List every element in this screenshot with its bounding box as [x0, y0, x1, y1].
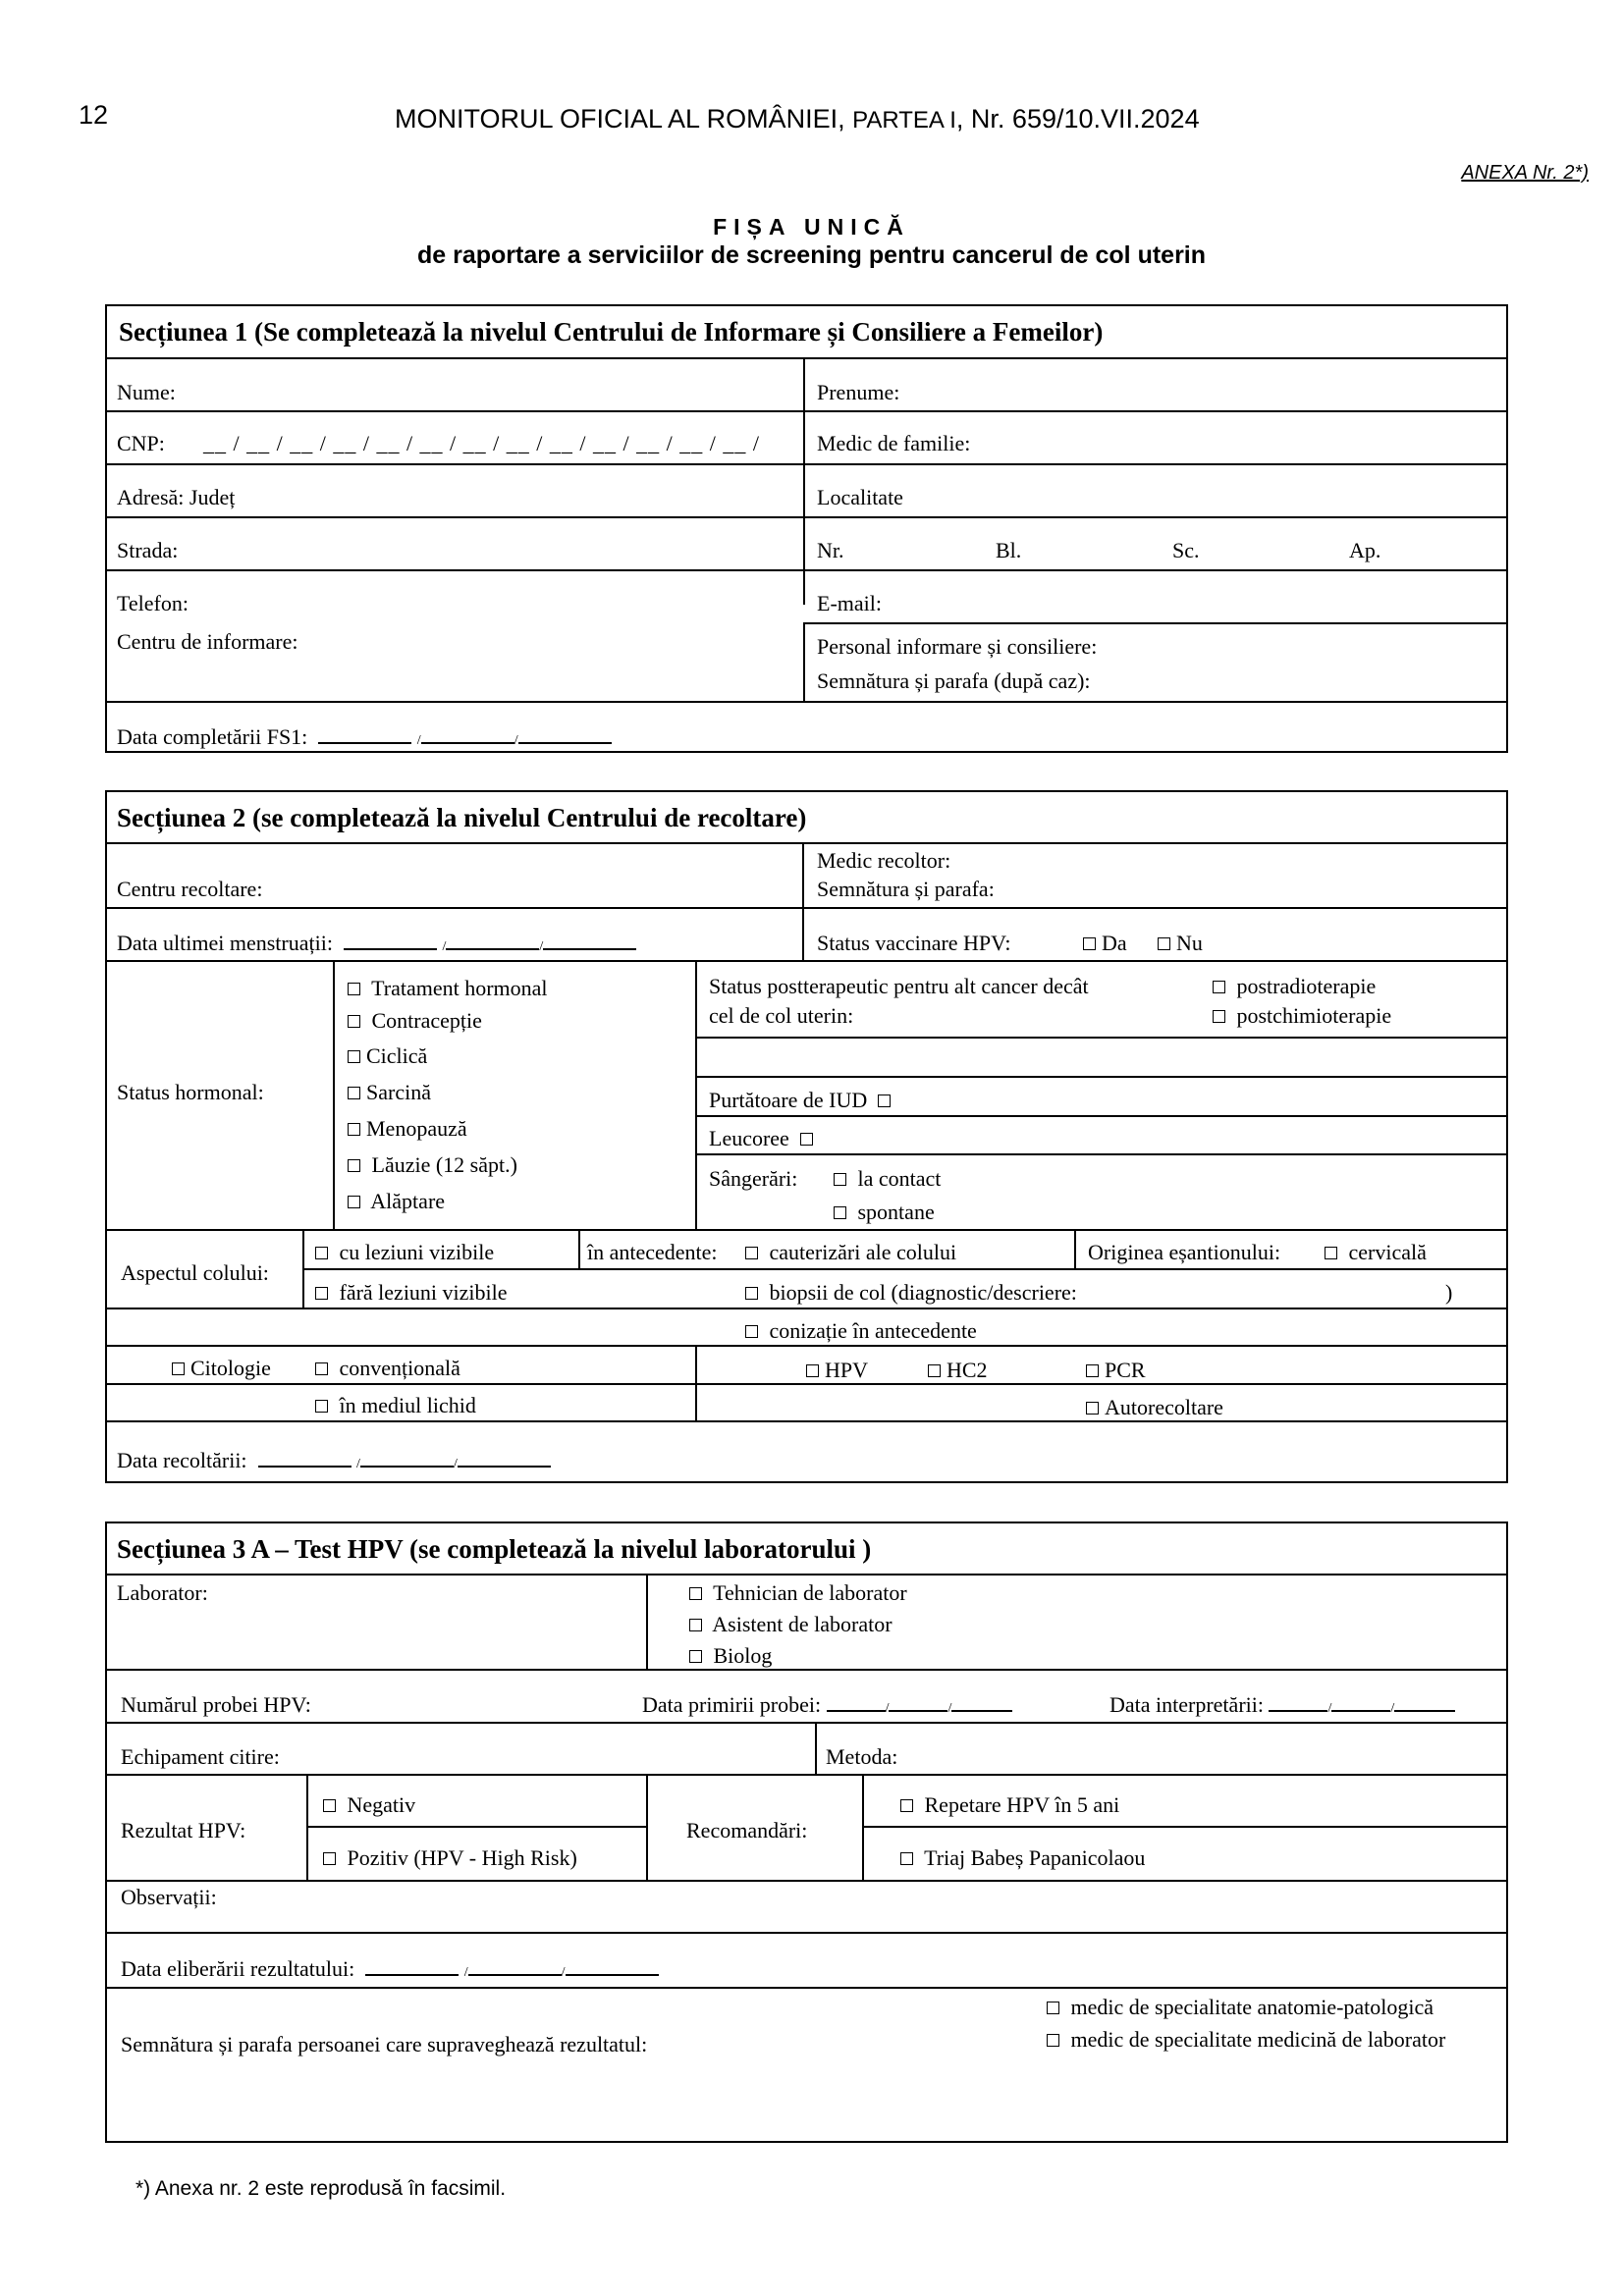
nr-field[interactable]: Nr. [817, 538, 844, 562]
tehnician-label: Tehnician de laborator [713, 1580, 907, 1605]
checkbox-icon [806, 1364, 819, 1377]
personal-informare-field[interactable]: Personal informare și consiliere: [817, 634, 1098, 659]
in-antecedente-label: în antecedente: [587, 1240, 718, 1264]
checkbox-icon [315, 1287, 328, 1300]
checkbox-icon [348, 1159, 360, 1172]
pcr-label: PCR [1105, 1358, 1146, 1382]
journal-part: PARTEA I [852, 107, 956, 133]
semnatura-parafa-field[interactable]: Semnătura și parafa: [817, 877, 995, 901]
metoda-field[interactable]: Metoda: [826, 1744, 898, 1769]
footnote: *) Anexa nr. 2 este reprodusă în facsimil. [135, 2177, 507, 2200]
data-eliberarii-field[interactable]: Data eliberării rezultatului: / / [121, 1956, 659, 1982]
checkbox-icon [834, 1173, 846, 1186]
postterapeutic-label-2: cel de col uterin: [709, 1003, 854, 1028]
asistent-checkbox[interactable] [689, 1612, 893, 1637]
recomandari-label: Recomandări: [686, 1818, 808, 1842]
la-contact-label: la contact [857, 1166, 942, 1191]
checkbox-icon [689, 1650, 702, 1663]
status-vaccinare-label: Status vaccinare HPV: [817, 931, 1011, 955]
postradioterapie-checkbox[interactable] [1213, 974, 1376, 999]
medic-laborator-label: medic de specialitate medicină de laborator [1070, 2027, 1446, 2052]
cnp-field[interactable]: __ / __ / __ / __ / __ / __ / __ / __ / __ / __ / __ / __ / __ / [203, 431, 760, 455]
negativ-label: Negativ [347, 1792, 416, 1817]
mediu-lichid-checkbox[interactable] [315, 1393, 476, 1418]
cu-leziuni-label: cu leziuni vizibile [339, 1240, 495, 1264]
checkbox-icon [315, 1362, 328, 1375]
sangerari-label: Sângerări: [709, 1166, 798, 1191]
data-completarii-label: Data completării FS1: [117, 724, 308, 749]
checkbox-icon [1083, 937, 1096, 950]
spontane-checkbox[interactable] [834, 1200, 935, 1225]
data-menstruatii-field[interactable]: Data ultimei menstruații: / / [117, 931, 636, 956]
menopauza-label: Menopauză [366, 1116, 467, 1141]
checkbox-icon [1086, 1402, 1099, 1415]
pozitiv-label: Pozitiv (HPV - High Risk) [347, 1845, 577, 1870]
medic-anatomie-checkbox[interactable] [1047, 1995, 1434, 2020]
triaj-checkbox[interactable] [900, 1845, 1145, 1871]
tratament-hormonal-label: Tratament hormonal [371, 976, 548, 1000]
checkbox-icon [689, 1619, 702, 1631]
checkbox-icon [900, 1852, 913, 1865]
conventionala-label: convențională [339, 1356, 460, 1380]
page-number: 12 [79, 100, 109, 130]
medic-laborator-checkbox[interactable] [1047, 2027, 1445, 2053]
tehnician-checkbox[interactable] [689, 1580, 907, 1606]
vaccinare-da-checkbox[interactable] [1083, 931, 1127, 956]
tratament-hormonal-checkbox[interactable] [348, 976, 548, 1001]
localitate-field[interactable]: Localitate [817, 485, 903, 509]
checkbox-icon [1213, 981, 1225, 993]
contraceptie-checkbox[interactable] [348, 1008, 482, 1034]
vaccinare-nu-checkbox[interactable] [1158, 931, 1203, 956]
spontane-label: spontane [857, 1200, 935, 1224]
fara-leziuni-checkbox[interactable] [315, 1280, 508, 1306]
section-2 [105, 790, 1508, 1483]
postchimioterapie-label: postchimioterapie [1236, 1003, 1392, 1028]
cervicala-checkbox[interactable] [1325, 1240, 1427, 1265]
ciclica-label: Ciclică [366, 1043, 428, 1068]
checkbox-icon [878, 1095, 891, 1107]
leucoree-checkbox[interactable] [709, 1126, 819, 1151]
section-3 [105, 1522, 1508, 2143]
nume-field[interactable]: Nume: [117, 380, 176, 404]
postradioterapie-label: postradioterapie [1236, 974, 1377, 998]
laborator-field[interactable]: Laborator: [117, 1580, 208, 1605]
biolog-checkbox[interactable] [689, 1643, 772, 1669]
cu-leziuni-checkbox[interactable] [315, 1240, 494, 1265]
citologie-checkbox[interactable] [172, 1356, 271, 1381]
email-field[interactable]: E-mail: [817, 591, 882, 615]
checkbox-icon [800, 1133, 813, 1146]
postterapeutic-label-1: Status postterapeutic pentru alt cancer decât [709, 974, 1089, 998]
checkbox-icon [348, 1087, 360, 1099]
repetare-hpv-checkbox[interactable] [900, 1792, 1119, 1818]
checkbox-icon [348, 1123, 360, 1136]
checkbox-icon [689, 1587, 702, 1600]
biopsii-checkbox[interactable] [745, 1280, 1077, 1306]
numarul-probei-field[interactable]: Numărul probei HPV: [121, 1692, 311, 1717]
conizatie-checkbox[interactable] [745, 1318, 977, 1344]
lauzie-checkbox[interactable] [348, 1152, 517, 1178]
journal-header [395, 104, 1200, 134]
echipament-citire-field[interactable]: Echipament citire: [121, 1744, 280, 1769]
hc2-label: HC2 [947, 1358, 988, 1382]
checkbox-icon [745, 1325, 758, 1338]
data-recoltarii-field[interactable]: Data recoltării: / / [117, 1448, 551, 1473]
medic-familie-field[interactable]: Medic de familie: [817, 431, 971, 455]
sc-field[interactable]: Sc. [1172, 538, 1200, 562]
negativ-checkbox[interactable] [323, 1792, 415, 1818]
section-2-title: Secțiunea 2 (se completează la nivelul Centrului de recoltare) [117, 803, 807, 832]
data-interpretarii-label: Data interpretării: [1109, 1692, 1264, 1717]
cauterizari-label: cauterizări ale colului [769, 1240, 957, 1264]
cauterizari-checkbox[interactable] [745, 1240, 956, 1265]
data-completarii-field[interactable]: Data completării FS1: / / [117, 724, 612, 750]
semnatura-parafa-caz-field[interactable]: Semnătura și parafa (după caz): [817, 668, 1091, 693]
checkbox-icon [1047, 2034, 1059, 2047]
journal-name: MONITORUL OFICIAL AL ROMÂNIEI, [395, 104, 845, 133]
ciclica-checkbox[interactable] [348, 1043, 427, 1069]
autorecoltare-label: Autorecoltare [1105, 1395, 1223, 1419]
biopsii-close-paren: ) [1445, 1280, 1453, 1305]
observatii-field[interactable]: Observații: [121, 1885, 217, 1909]
checkbox-icon [315, 1400, 328, 1413]
conventionala-checkbox[interactable] [315, 1356, 460, 1381]
checkbox-icon [1213, 1010, 1225, 1023]
repetare-hpv-label: Repetare HPV în 5 ani [924, 1792, 1120, 1817]
purtatoare-iud-label: Purtătoare de IUD [709, 1088, 868, 1112]
adresa-judet-field[interactable]: Adresă: Județ [117, 485, 236, 509]
fara-leziuni-label: fără leziuni vizibile [339, 1280, 508, 1305]
postchimioterapie-checkbox[interactable] [1213, 1003, 1391, 1029]
section-3-title: Secțiunea 3 A – Test HPV (se completează la nivelul laboratorului ) [117, 1534, 872, 1564]
centru-informare-field[interactable]: Centru de informare: [117, 629, 298, 654]
originea-label: Originea eșantionului: [1088, 1240, 1281, 1264]
data-primirii-label: Data primirii probei: [642, 1692, 822, 1717]
checkbox-icon [1325, 1247, 1337, 1259]
pozitiv-checkbox[interactable] [323, 1845, 577, 1871]
citologie-label: Citologie [190, 1356, 271, 1380]
checkbox-icon [315, 1247, 328, 1259]
section-1 [105, 304, 1508, 753]
data-primirii-field[interactable]: Data primirii probei: / / [642, 1692, 1012, 1718]
checkbox-icon [323, 1852, 336, 1865]
menopauza-checkbox[interactable] [348, 1116, 467, 1142]
biolog-label: Biolog [713, 1643, 773, 1668]
data-menstruatii-label: Data ultimei menstruații: [117, 931, 333, 955]
annex-label: ANEXA Nr. 2*) [1461, 162, 1589, 184]
checkbox-icon [1086, 1364, 1099, 1377]
asistent-label: Asistent de laborator [712, 1612, 893, 1636]
section-1-title: Secțiunea 1 (Se completează la nivelul Centrului de Informare și Consiliere a Femeilor) [119, 317, 1104, 347]
alaptare-checkbox[interactable] [348, 1189, 445, 1214]
strada-field[interactable]: Strada: [117, 538, 179, 562]
data-recoltarii-label: Data recoltării: [117, 1448, 247, 1472]
cervicala-label: cervicală [1348, 1240, 1427, 1264]
centru-recoltare-field[interactable]: Centru recoltare: [117, 877, 263, 901]
checkbox-icon [745, 1247, 758, 1259]
biopsii-label: biopsii de col (diagnostic/descriere: [769, 1280, 1077, 1305]
vaccinare-nu-label: Nu [1176, 931, 1203, 955]
form-title: FIȘA UNICĂ [713, 214, 910, 240]
la-contact-checkbox[interactable] [834, 1166, 941, 1192]
checkbox-icon [348, 1050, 360, 1063]
checkbox-icon [1158, 937, 1170, 950]
conizatie-label: conizație în antecedente [769, 1318, 977, 1343]
semnatura-supraveghere-field[interactable]: Semnătura și parafa persoanei care supraveghează rezultatul: [121, 2032, 648, 2056]
hpv-label: HPV [825, 1358, 869, 1382]
mediu-lichid-label: în mediul lichid [339, 1393, 476, 1417]
checkbox-icon [323, 1799, 336, 1812]
lauzie-label: Lăuzie (12 săpt.) [371, 1152, 517, 1177]
data-interpretarii-field[interactable]: Data interpretării: / / [1109, 1692, 1455, 1718]
data-eliberarii-label: Data eliberării rezultatului: [121, 1956, 355, 1981]
pcr-checkbox[interactable] [1086, 1358, 1146, 1383]
rezultat-hpv-label: Rezultat HPV: [121, 1818, 246, 1842]
autorecoltare-checkbox[interactable] [1086, 1395, 1223, 1420]
checkbox-icon [348, 983, 360, 995]
checkbox-icon [900, 1799, 913, 1812]
vaccinare-da-label: Da [1102, 931, 1127, 955]
sarcina-checkbox[interactable] [348, 1080, 431, 1105]
medic-recoltor-field[interactable]: Medic recoltor: [817, 848, 951, 873]
leucoree-label: Leucoree [709, 1126, 789, 1150]
checkbox-icon [348, 1196, 360, 1208]
journal-issue: , Nr. 659/10.VII.2024 [955, 104, 1200, 133]
alaptare-label: Alăptare [370, 1189, 446, 1213]
form-subtitle: de raportare a serviciilor de screening pentru cancerul de col uterin [416, 241, 1207, 269]
hc2-checkbox[interactable] [928, 1358, 988, 1383]
ap-field[interactable]: Ap. [1349, 538, 1381, 562]
cnp-label: CNP: [117, 431, 165, 455]
checkbox-icon [172, 1362, 185, 1375]
aspectul-colului-label: Aspectul colului: [121, 1260, 269, 1285]
prenume-field[interactable]: Prenume: [817, 380, 900, 404]
triaj-label: Triaj Babeș Papanicolaou [924, 1845, 1146, 1870]
purtatoare-iud-checkbox[interactable] [709, 1088, 896, 1113]
bl-field[interactable]: Bl. [996, 538, 1022, 562]
checkbox-icon [834, 1206, 846, 1219]
checkbox-icon [928, 1364, 941, 1377]
status-hormonal-label: Status hormonal: [117, 1080, 264, 1104]
telefon-field[interactable]: Telefon: [117, 591, 189, 615]
sarcina-label: Sarcină [366, 1080, 431, 1104]
hpv-checkbox[interactable] [806, 1358, 868, 1383]
medic-anatomie-label: medic de specialitate anatomie-patologică [1070, 1995, 1434, 2019]
checkbox-icon [1047, 2002, 1059, 2014]
checkbox-icon [745, 1287, 758, 1300]
contraceptie-label: Contracepție [371, 1008, 482, 1033]
checkbox-icon [348, 1015, 360, 1028]
